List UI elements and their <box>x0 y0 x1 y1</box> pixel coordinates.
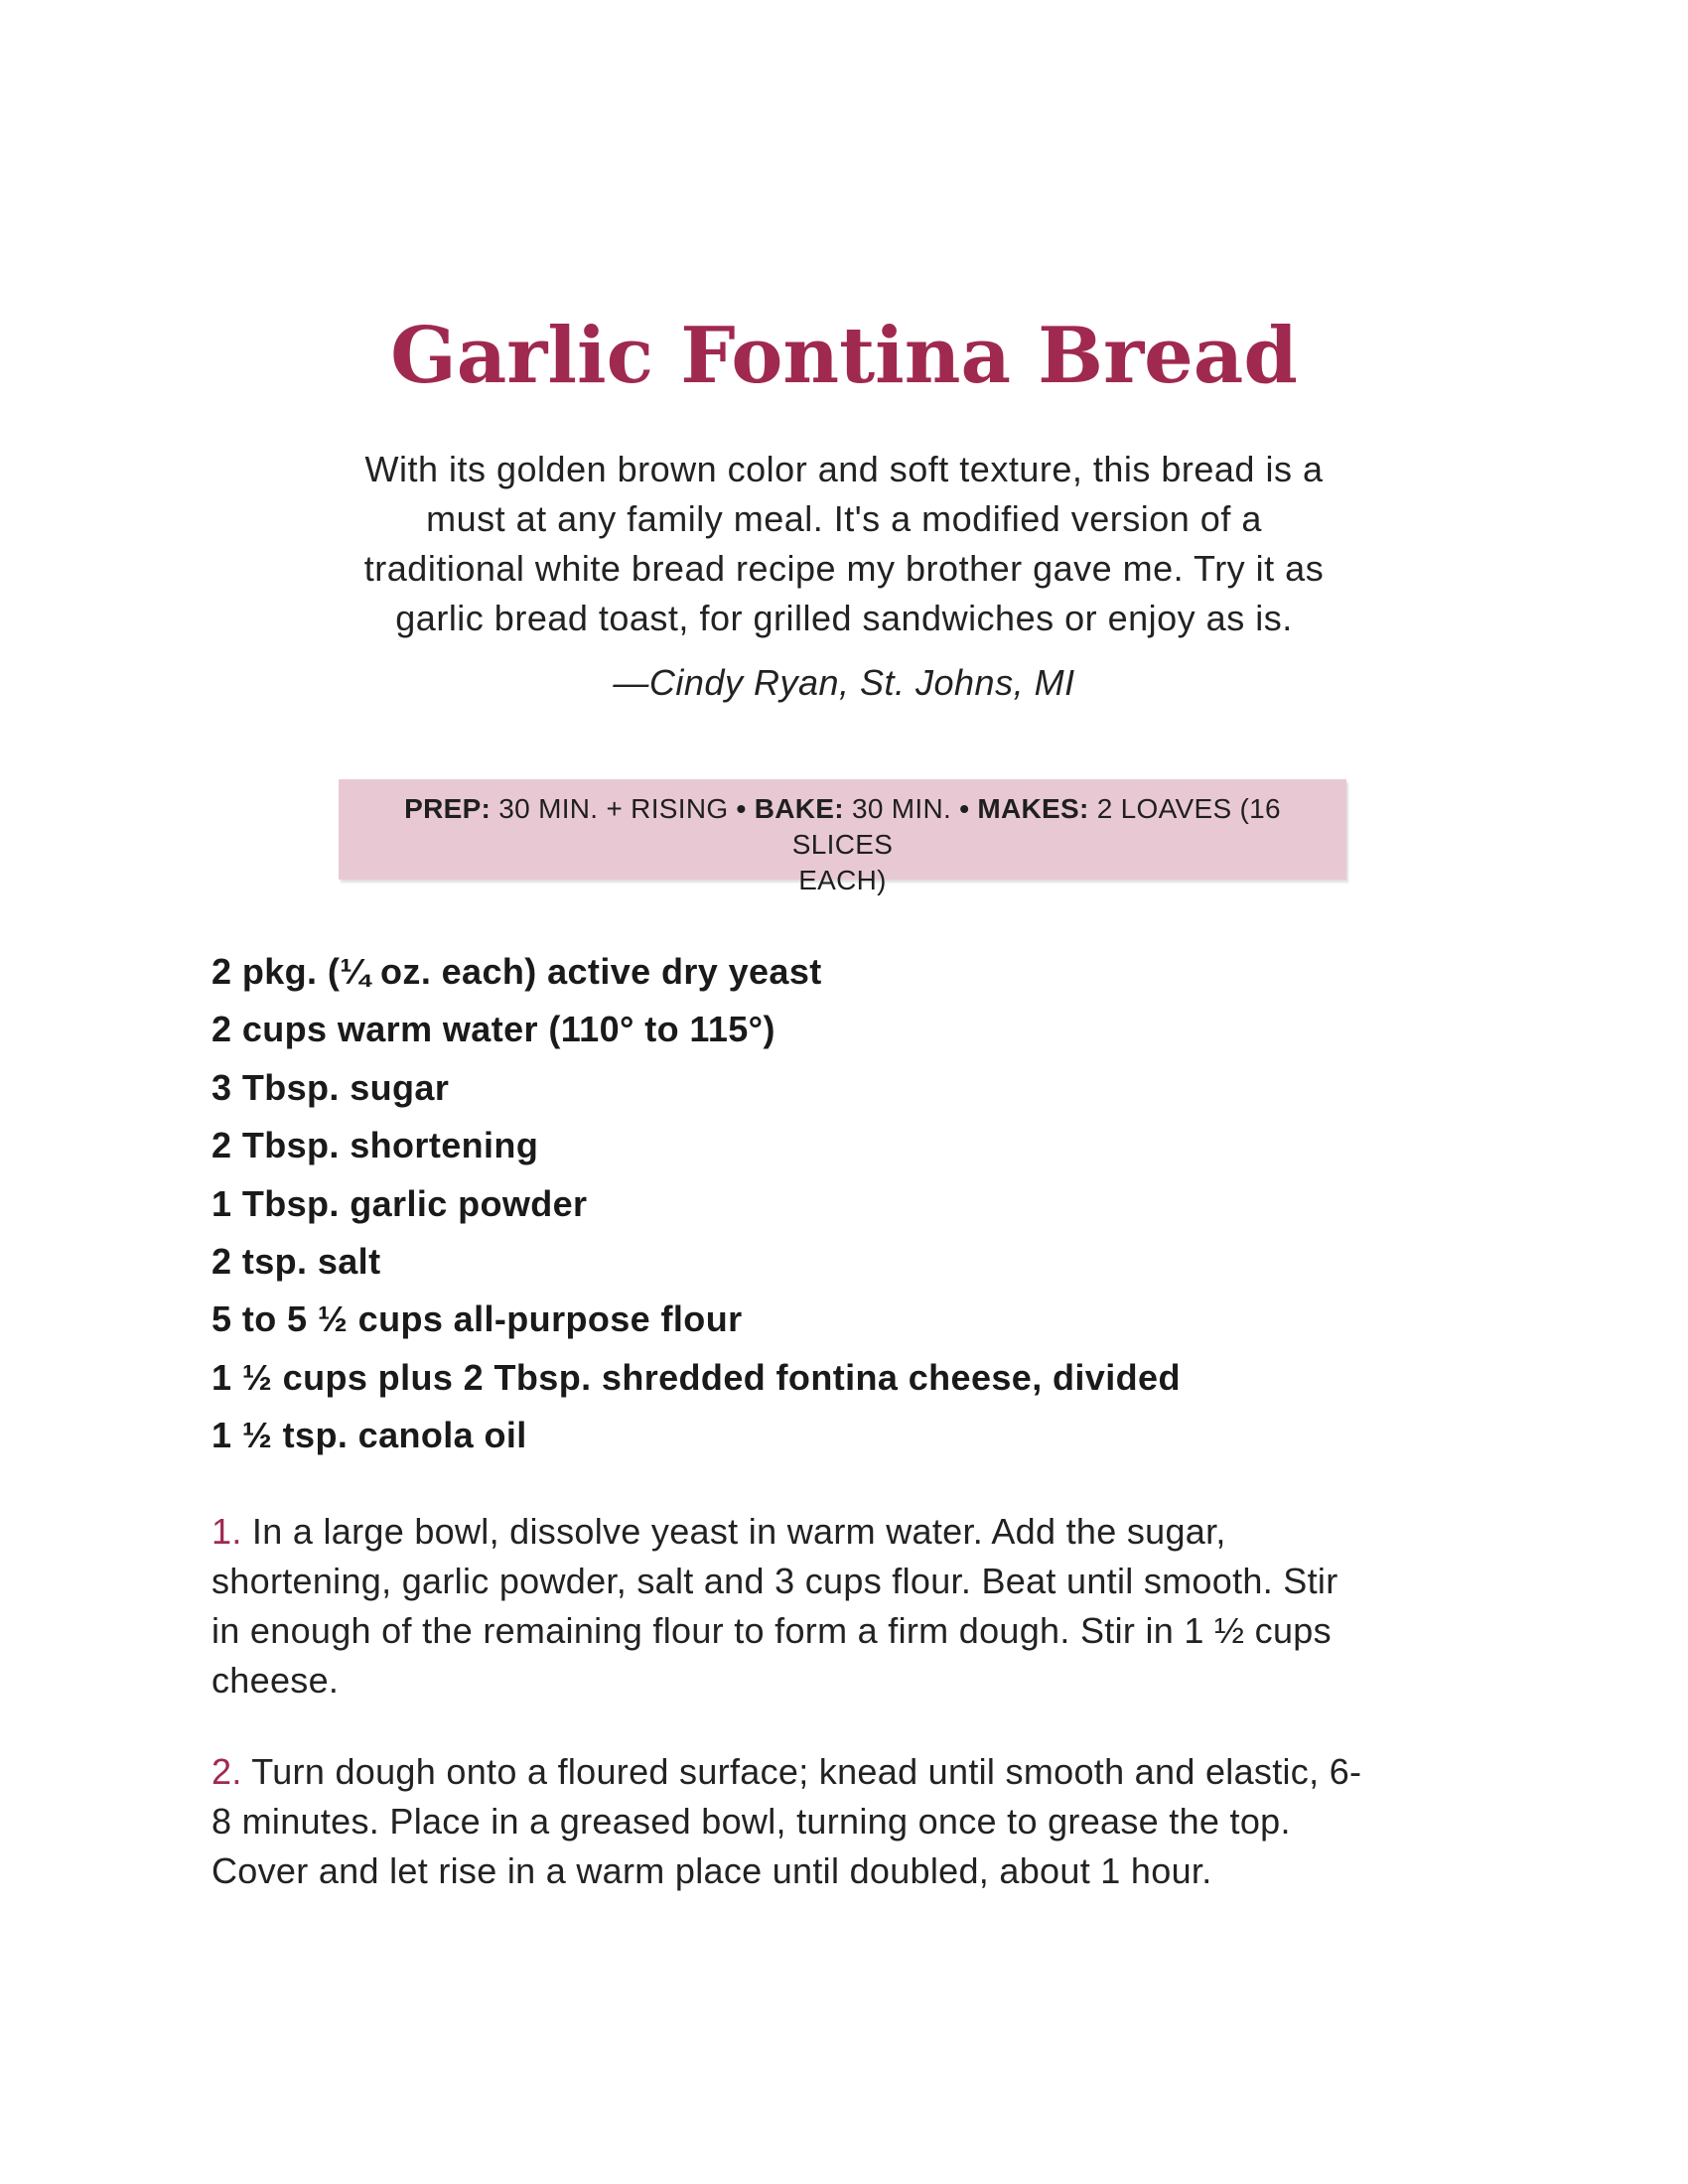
recipe-attribution: —Cindy Ryan, St. Johns, MI <box>613 662 1075 703</box>
recipe-meta-box <box>339 779 1346 895</box>
ingredient-item: 3 Tbsp. sugar <box>211 1066 450 1108</box>
makes-value-continued: EACH) <box>798 865 887 895</box>
intro-line: garlic bread toast, for grilled sandwiches or enjoy as is. <box>395 598 1293 638</box>
intro-line: With its golden brown color and soft texture, this bread is a <box>364 449 1324 489</box>
ingredient-list <box>211 947 1502 1469</box>
ingredient-item: 5 to 5 ½ cups all-purpose flour <box>211 1298 743 1340</box>
step-line: 8 minutes. Place in a greased bowl, turning once to grease the top. <box>211 1801 1291 1842</box>
recipe-intro <box>318 445 1370 643</box>
bake-value: 30 MIN. <box>851 793 960 824</box>
step-line <box>211 1747 1482 1797</box>
step-line: shortening, garlic powder, salt and 3 cups flour. Beat until smooth. Stir <box>211 1561 1338 1601</box>
ingredient-item: 1 Tbsp. garlic powder <box>211 1182 588 1224</box>
makes-value: 2 LOAVES (16 SLICES <box>791 793 1281 860</box>
step-number: 2. <box>211 1751 242 1792</box>
step-text: Turn dough onto a floured surface; knead until smooth and elastic, 6- <box>241 1751 1362 1792</box>
ingredient-item: 1 ½ cups plus 2 Tbsp. shredded fontina cheese, divided <box>211 1356 1181 1398</box>
ingredient-item: 2 cups warm water (110° to 115°) <box>211 1009 775 1050</box>
ingredient-item: 2 tsp. salt <box>211 1240 381 1282</box>
meta-separator: • <box>959 793 978 824</box>
step-line <box>211 1507 1482 1557</box>
instruction-step-1 <box>211 1507 1482 1706</box>
intro-line: must at any family meal. It's a modified version of a <box>426 498 1262 539</box>
step-line: in enough of the remaining flour to form a firm dough. Stir in 1 ½ cups <box>211 1610 1332 1651</box>
meta-line-2 <box>358 863 1327 898</box>
bake-label: BAKE: <box>754 793 852 824</box>
intro-line: traditional white bread recipe my brother gave me. Try it as <box>363 548 1325 589</box>
ingredient-item: 1 ½ tsp. canola oil <box>211 1415 527 1456</box>
step-line: cheese. <box>211 1660 340 1701</box>
instruction-step-2 <box>211 1747 1482 1896</box>
ingredient-item: 2 pkg. (¼ oz. each) active dry yeast <box>211 951 822 992</box>
step-line: Cover and let rise in a warm place until doubled, about 1 hour. <box>211 1850 1212 1891</box>
recipe-title: Garlic Fontina Bread <box>390 311 1298 401</box>
meta-line-1 <box>358 791 1327 863</box>
ingredient-item: 2 Tbsp. shortening <box>211 1125 539 1166</box>
step-number: 1. <box>211 1511 242 1552</box>
prep-value: 30 MIN. + RISING <box>498 793 737 824</box>
makes-label: MAKES: <box>977 793 1097 824</box>
meta-separator: • <box>736 793 755 824</box>
prep-label: PREP: <box>404 793 499 824</box>
step-text: In a large bowl, dissolve yeast in warm water. Add the sugar, <box>241 1511 1226 1552</box>
